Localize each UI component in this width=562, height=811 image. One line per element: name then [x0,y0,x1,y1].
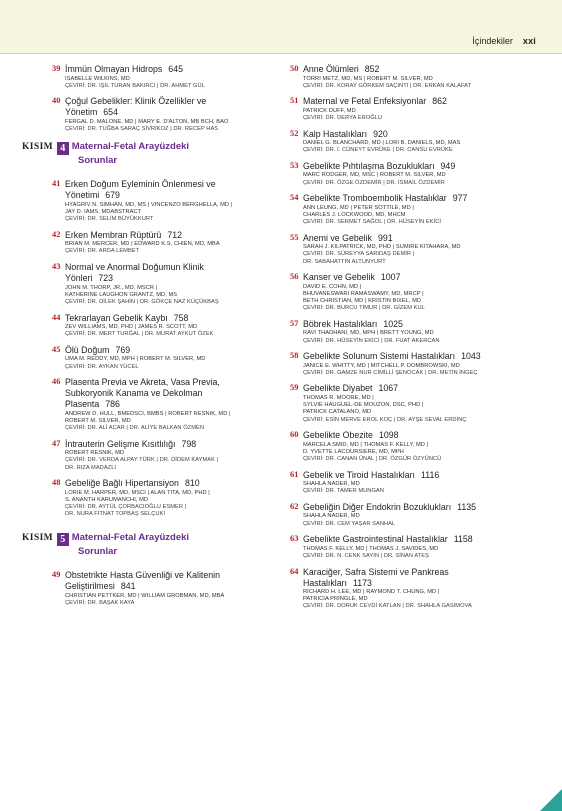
chapter-authors: RAVI THADHANI, MD, MPH | BRETT YOUNG, MD [303,330,434,337]
chapter-page: 654 [103,107,118,118]
chapter-authors: THOMAS F. KELLY, MD | THOMAS J. SAVIDES, MD [303,545,439,552]
part-title: Maternal-Fetal Arayüzdeki [71,532,190,544]
chapter-translator: ÇEVİRİ: DR. ALİ ACAR | DR. ALİYE BALKAN ÖZMEN [65,425,205,431]
toc-entry[interactable] [52,179,307,223]
part-title-line2: Sorunlar [78,546,118,558]
part-label: KISIM [22,533,54,544]
chapter-authors: BRIAN M. MERCER, MD | EDWARD K.S. CHIEN, MD, MBA [65,241,220,248]
chapter-page: 1043 [461,351,481,362]
toc-entry[interactable] [52,313,307,339]
chapter-page: 645 [168,64,183,74]
chapter-title-line: Anemi ve Gebelik [303,232,372,243]
toc-entry[interactable] [290,96,545,122]
chapter-authors: PATRICIA PRINGLE, MD [303,596,368,603]
chapter-translator: ÇEVİRİ: ESİN MERVE EROL KOÇ | DR. AYŞE SEVAL ERDİNÇ [303,416,467,423]
chapter-authors: THOMAS R. MOORE, MD | [303,394,374,401]
chapter-number: 56 [290,272,299,282]
part-heading-line [22,141,307,155]
chapter-translator: ÇEVİRİ: DR. İ. CÜNEYT EVRÜKE | DR. CANSU EVRÜKE [303,147,453,154]
chapter-page: 977 [452,193,468,204]
chapter-authors: SHAHLA NADER, MD [303,513,360,520]
toc-entry[interactable] [290,534,545,560]
chapter-number: 51 [290,96,299,106]
chapter-title[interactable] [65,64,307,75]
chapter-title-line: Tekrarlayan Gebelik Kaybı [65,312,168,323]
chapter-page: 1116 [420,469,440,480]
chapter-authors: MARC RODGER, MD, MSC | ROBERT M. SILVER, MD [303,172,446,179]
chapter-translator: ÇEVİRİ: DR. HÜSEYİN EKİCİ | DR. FUAT AKERCAN [303,337,440,344]
chapter-number: 63 [290,534,299,544]
chapter-page: 769 [115,344,131,355]
chapter-number: 64 [290,566,299,576]
chapter-translator: DR. SABAHATTİN ALTUNYURT [303,258,386,265]
chapter-number: 58 [290,351,299,361]
chapter-page: 1025 [383,318,403,329]
chapter-authors: UMA M. REDDY, MD, MPH | ROBERT M. SILVER, MD [65,356,206,363]
toc-entry[interactable] [290,64,545,90]
chapter-title-line: Subkoryonik Kanama ve Dekolman [65,388,203,399]
chapter-number: 55 [290,232,299,242]
chapter-authors: ZEV WILLIAMS, MD, PHD | JAMES R. SCOTT, MD [65,324,198,330]
chapter-page: 1098 [378,430,399,441]
section-title: İçindekiler [472,36,513,46]
chapter-authors: PATRICK DUFF, MD [303,107,356,114]
toc-entry[interactable] [52,478,307,518]
chapter-authors: CHARLES J. LOCKWOOD, MD, MHCM [303,211,406,218]
chapter-translator: DR. NURA FİTNAT TOPBAŞ SELÇUKİ [65,511,165,518]
chapter-page: 723 [98,273,114,283]
chapter-authors: HYAGRIV N. SIMHAN, MD, MS | VINCENZO BERGHELLA, MD | [65,201,233,208]
chapter-authors: ANN LEUNG, MD | PETER SOTTILE, MD | [303,204,414,211]
chapter-page: 920 [373,128,388,139]
chapter-translator: ÇEVİRİ: DR. ÖZGE ÖZDEMİR | DR. İSMAİL ÖZDEMİR [303,179,445,186]
chapter-translator: ÇEVİRİ: DR. DERYA EROĞLU [303,115,383,121]
chapter-title[interactable] [303,161,545,172]
chapter-title[interactable] [65,313,307,324]
chapter-title[interactable] [303,430,545,441]
chapter-title-line: Hastalıkları [303,577,347,588]
toc-entry[interactable] [290,567,545,611]
chapter-authors: S. ANANTH KARUMANCHI, MD [65,496,149,503]
chapter-translator: ÇEVİRİ: DR. GAMZE NUR CİMİLLİ ŞENOCAK | DR. METİN İNGEÇ [303,369,478,376]
chapter-authors: SARAH J. KILPATRICK, MD, PHD | SUMIRE KITAHARA, MD [303,244,461,251]
chapter-page: 798 [181,438,197,449]
toc-entry[interactable] [52,566,307,607]
toc-entry[interactable] [290,233,545,266]
toc-column-right [290,64,545,617]
chapter-title-line: Erken Doğum Eyleminin Önlenmesi ve [65,179,216,190]
chapter-authors: FERGAL D. MALONE, MD | MARY E. D'ALTON, MB BCH, BAO [65,118,229,125]
chapter-title-line: Anne Ölümleri [303,64,359,74]
toc-entry[interactable] [52,377,307,432]
chapter-number: 46 [52,377,61,387]
toc-entry[interactable] [290,129,545,155]
chapter-number: 61 [290,469,299,479]
chapter-title[interactable] [65,262,307,284]
chapter-title[interactable] [65,439,307,450]
chapter-title-line: Yönetimi [65,190,100,201]
chapter-title-line: Kalp Hastalıkları [303,128,368,139]
chapter-page: 1135 [457,501,477,512]
chapter-title-line: Karaciğer, Safra Sistemi ve Pankreas [303,566,449,577]
chapter-translator: ÇEVİRİ: DR. KORAY GÖRKEM SAÇINTI | DR. ERKAN KALAFAT [303,82,472,89]
chapter-title[interactable] [303,319,545,330]
chapter-page: 786 [105,399,120,410]
chapter-authors: KATHERINE LAUGHON GRANTZ, MD, MS [65,291,178,298]
chapter-number: 40 [52,96,61,106]
chapter-title[interactable] [65,345,307,356]
chapter-number: 41 [52,179,61,189]
part-label: KISIM [22,142,54,153]
chapter-number: 42 [52,229,61,239]
part-number-box: 5 [57,533,69,546]
chapter-page: 991 [377,232,393,243]
chapter-authors: ANDREW D. HULL, BMEDSCI, BMBS | ROBERT RESNIK, MD | [65,410,231,417]
part-number-box: 4 [57,142,69,155]
chapter-translator: ÇEVİRİ: DR. MERT TURĞAL | DR. MURAT AYKUT ÖZEK [65,331,214,338]
chapter-title-line: Kanser ve Gebelik [303,272,375,283]
toc-entry[interactable] [290,351,545,377]
toc-entry[interactable] [52,262,307,306]
page-number: xxi [522,36,536,46]
chapter-title-line: Gebelikte Gastrointestinal Hastalıklar [303,534,448,545]
chapter-page: 852 [364,64,380,74]
chapter-title-line: İmmün Olmayan Hidrops [65,64,163,74]
chapter-title[interactable] [303,470,545,481]
chapter-title[interactable] [303,233,545,244]
chapter-page: 1067 [378,383,399,394]
chapter-number: 60 [290,430,299,440]
chapter-authors: SYLVIE HAUGUEL-DE MOUZON, DSC, PHD | [303,402,424,409]
chapter-authors: SHAHLA NADER, MD [303,481,360,488]
toc-entry[interactable] [52,64,307,90]
chapter-title[interactable] [65,179,307,201]
chapter-page: 841 [120,581,136,592]
chapter-authors: CHRISTIAN PETTKER, MD | WILLIAM GROBMAN, MD, MBA [65,592,225,599]
chapter-title[interactable] [303,567,545,589]
chapter-title[interactable] [65,230,307,241]
toc-column-left [22,64,307,614]
chapter-title-line: Gebeliğe Bağlı Hipertansiyon [65,478,179,489]
chapter-authors: BHUVANESWARI RAMASWAMY, MD, MRCP | [303,290,424,297]
chapter-translator: ÇEVİRİ: DR. SÜREYYA SARIDAŞ DEMİR | [303,251,415,258]
part-heading-4 [22,141,307,170]
toc-entry[interactable] [290,383,545,423]
toc-entry[interactable] [52,230,307,256]
corner-mark [540,789,562,811]
chapter-page: 1173 [353,577,372,588]
chapter-authors: D. YVETTE LACOURSIERE, MD, MPH [303,448,404,455]
chapter-translator: ÇEVİRİ: DR. DORUK CEVDİ KATLAN | DR. SHAHLA GASIMOVA [303,603,472,610]
toc-entry[interactable] [52,96,307,133]
chapter-translator: ÇEVİRİ: DR. N. CENK SAYIN | DR. SİNAN ATEŞ [303,552,429,559]
chapter-translator: ÇEVİRİ: DR. CANAN ÜNAL | DR. ÖZGÜR ÖZYÜNCÜ [303,456,442,463]
toc-entry[interactable] [290,272,545,312]
chapter-translator: ÇEVİRİ: DR. SELİM BÜYÜKKURT [65,216,154,223]
entries-mid [52,179,307,518]
chapter-page: 862 [432,96,447,107]
chapter-title[interactable] [303,96,545,107]
chapter-number: 50 [290,64,299,73]
chapter-title[interactable] [65,478,307,489]
chapter-title-line: Yönleri [65,273,93,283]
chapter-title[interactable] [303,193,545,204]
part-title-line2: Sorunlar [78,155,118,167]
chapter-page: 758 [173,312,189,323]
chapter-title-line: Gebeliğin Diğer Endokrin Bozuklukları [303,501,452,512]
chapter-number: 53 [290,160,299,170]
chapter-title-line: Gebelik ve Tiroid Hastalıkları [303,469,415,480]
toc-entry[interactable] [290,430,545,463]
chapter-translator: ÇEVİRİ: DR. SERMET SAĞOL | DR. HÜSEYİN EKİCİ [303,219,441,226]
entries-right [290,64,545,611]
chapter-title-line: Gebelikte Tromboembolik Hastalıklar [303,193,447,204]
chapter-authors: JOHN M. THORP, JR., MD, MSCR | [65,284,158,291]
chapter-page: 1158 [453,534,473,545]
chapter-number: 45 [52,344,61,354]
chapter-authors: ISABELLE WILKINS, MD [65,75,130,82]
chapter-authors: BETH CHRISTIAN, MD | KRISTIN BIXEL, MD [303,298,422,305]
chapter-authors: JANICE E. WHITTY, MD | MITCHELL P. DOMBROWSKI, MD [303,362,460,369]
chapter-translator: ÇEVİRİ: DR. AYKAN YÜCEL [65,363,139,370]
chapter-translator: ÇEVİRİ: DR. BURCU TİMUR | DR. GİZEM KUL [303,305,425,312]
entries-bottom [52,566,307,607]
chapter-number: 59 [290,383,299,393]
chapter-translator: ÇEVİRİ: DR. CEM YAŞAR SANHAL [303,520,396,527]
chapter-authors: ROBERT M. SILVER, MD [65,417,131,424]
running-head [472,36,536,46]
chapter-page: 949 [440,160,456,171]
chapter-title[interactable] [65,377,307,410]
toc-entry[interactable] [52,345,307,371]
toc-entry[interactable] [52,439,307,472]
chapter-translator: ÇEVİRİ: DR. TAMER MUNGAN [303,488,384,495]
chapter-authors: JAY D. IAMS, MDABSTRACT [65,208,142,215]
toc-entry[interactable] [290,193,545,226]
chapter-title-line: Erken Membran Rüptürü [65,229,162,240]
chapter-number: 57 [290,318,299,328]
chapter-title[interactable] [303,64,545,75]
chapter-number: 62 [290,501,299,511]
toc-entry[interactable] [290,161,545,187]
chapter-number: 39 [52,64,61,73]
chapter-title[interactable] [65,96,307,118]
chapter-authors: RICHARD H. LEE, MD | RAYMOND T. CHUNG, MD | [303,589,440,596]
chapter-authors: LORIE M. HARPER, MD, MSCI | ALAN TITA, MD, PHD | [65,489,210,496]
chapter-title-line: Çoğul Gebelikler: Klinik Özellikler ve [65,96,207,107]
part-heading-line [22,532,307,546]
chapter-number: 52 [290,128,299,138]
chapter-number: 44 [52,312,61,322]
chapter-number: 48 [52,478,61,488]
chapter-title-line: Ölü Doğum [65,344,110,355]
chapter-number: 43 [52,262,61,271]
chapter-title[interactable] [303,383,545,394]
chapter-title[interactable] [303,534,545,545]
chapter-title[interactable] [303,351,545,362]
chapter-translator: ÇEVİRİ: DR. VERDA ALPAY TÜRK | DR. DİDEM KAYMAK | [65,457,219,464]
chapter-page: 679 [105,190,120,201]
chapter-translator: ÇEVİRİ: DR. BAŞAK KAYA [65,600,135,607]
chapter-authors: DAVID E. COHN, MD | [303,283,362,290]
chapter-page: 712 [167,229,183,240]
chapter-number: 49 [52,570,61,580]
chapter-title-line: Geliştirilmesi [65,581,115,592]
chapter-title-line: Gebelikte Solunum Sistemi Hastalıkları [303,351,456,362]
chapter-title-line: İntrauterin Gelişme Kısıtlılığı [65,438,176,449]
header-rule [0,53,562,54]
chapter-page: 810 [184,478,200,489]
chapter-title[interactable] [303,502,545,513]
chapter-translator: ÇEVİRİ: DR. TUĞBA SARAÇ SİVRİKOZ | DR. RECEP HAS [65,126,219,132]
chapter-title-line: Obstetrikte Hasta Güvenliği ve Kalitenin [65,570,220,581]
chapter-title-line: Gebelikte Pıhtılaşma Bozuklukları [303,160,435,171]
chapter-translator: ÇEVİRİ: DR. ARDA LEMBET [65,248,140,255]
chapter-translator: ÇEVİRİ: DR. AYTÜL ÇORBACIOĞLU ESMER | [65,504,187,510]
chapter-authors: ROBERT RESNIK, MD [65,450,125,457]
chapter-title-line: Plasenta Previa ve Akreta, Vasa Previa, [65,377,220,388]
chapter-number: 54 [290,193,299,203]
chapter-page: 1007 [380,272,401,283]
chapter-title[interactable] [303,129,545,140]
chapter-title-line: Gebelikte Diyabet [303,383,373,394]
chapter-translator: ÇEVİRİ: DR. DİLEK ŞAHİN | DR. GÖKÇE NAZ KÜÇÜKBAŞ [65,298,219,305]
chapter-translator: ÇEVİRİ: DR. IŞIL TURAN BAKIRCI | DR. AHMET GÜL [65,82,205,89]
toc-entry[interactable] [290,502,545,528]
entries-top [52,64,307,133]
chapter-authors: TORRI METZ, MD, MS | ROBERT M. SILVER, MD [303,75,433,82]
chapter-title-line: Maternal ve Fetal Enfeksiyonlar [303,96,427,107]
chapter-number: 47 [52,438,61,448]
chapter-authors: MARCELA SMID, MD | THOMAS F. KELLY, MD | [303,441,429,448]
toc-entry[interactable] [290,470,545,496]
chapter-title-line: Yönetim [65,107,98,118]
chapter-authors: PATRICK CATALANO, MD [303,409,372,416]
chapter-title[interactable] [303,272,545,283]
chapter-title-line: Plasenta [65,399,100,410]
chapter-title-line: Böbrek Hastalıkları [303,318,378,329]
chapter-authors: DANIEL G. BLANCHARD, MD | LORI B. DANIELS, MD, MAS [303,140,461,147]
chapter-title-line: Gebelikte Obezite [303,430,373,441]
chapter-translator: DR. RIZA MADAZLI [65,464,117,471]
part-heading-5 [22,532,307,558]
toc-entry[interactable] [290,319,545,345]
chapter-title[interactable] [65,566,307,592]
part-title: Maternal-Fetal Arayüzdeki [71,141,190,153]
chapter-title-line: Normal ve Anormal Doğumun Klinik [65,262,204,272]
